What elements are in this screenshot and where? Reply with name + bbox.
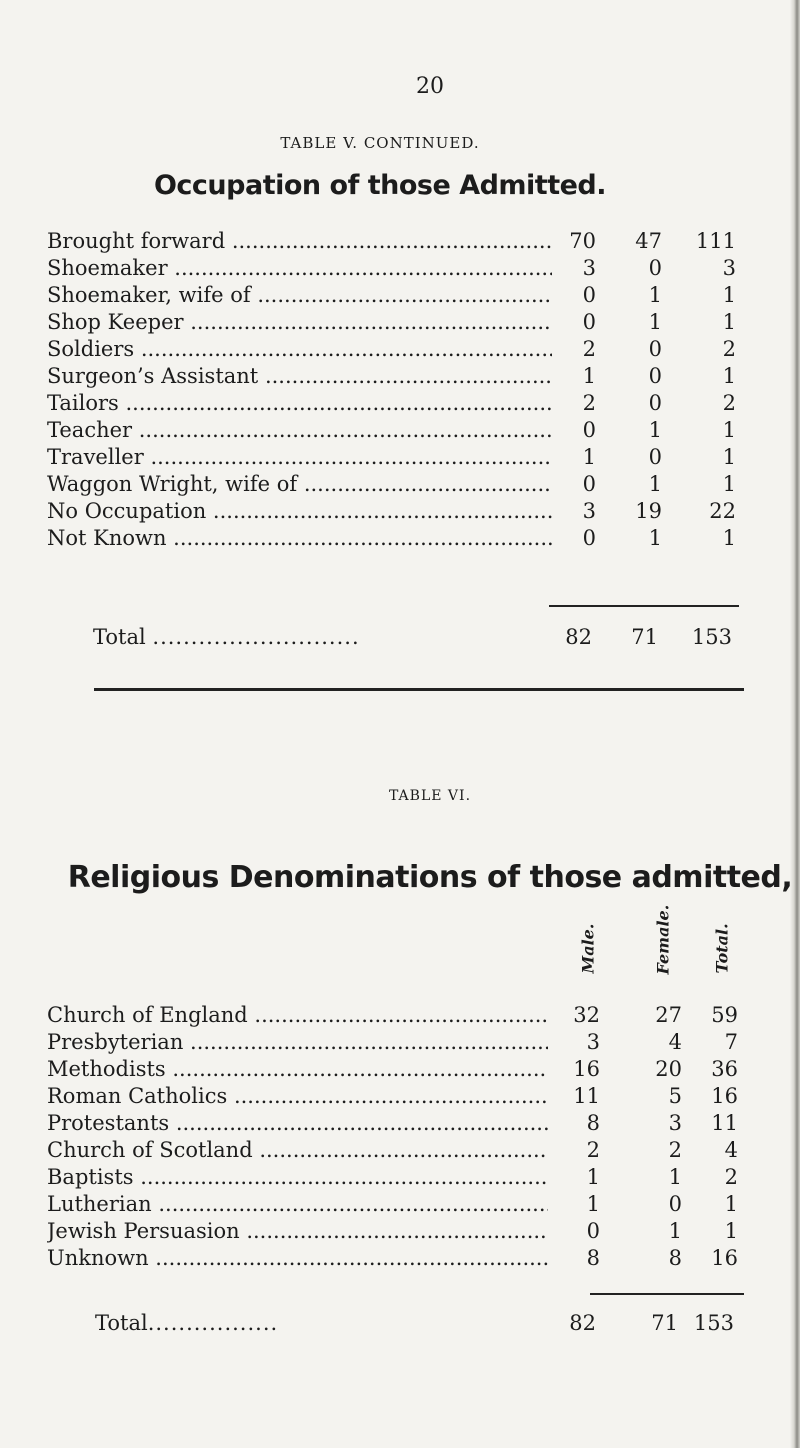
table5-row-female: 19 bbox=[618, 498, 662, 525]
table5-row-male: 0 bbox=[560, 417, 596, 444]
table5-row-label: Traveller ..... bbox=[47, 444, 552, 471]
table5-row-label: Not Known ..... bbox=[47, 525, 552, 552]
table5-row-female: 0 bbox=[618, 255, 662, 282]
table5-row-total: 3 bbox=[688, 255, 736, 282]
table5-row-label: Soldiers ..... bbox=[47, 336, 552, 363]
table5-row-label: Brought forward ..... bbox=[47, 228, 552, 255]
table5-row bbox=[47, 498, 747, 525]
table5-row-male: 1 bbox=[560, 363, 596, 390]
table-separator-rule bbox=[94, 688, 744, 691]
table6-row-total: 4 bbox=[690, 1137, 738, 1164]
table5-row-male: 0 bbox=[560, 282, 596, 309]
table6-row-male: 11 bbox=[556, 1083, 600, 1110]
table6-heading: Religious Denominations of those admitted, bbox=[67, 860, 793, 895]
table6-row bbox=[47, 1029, 747, 1056]
table5-row-male: 0 bbox=[560, 309, 596, 336]
table6-total-row bbox=[0, 1310, 760, 1337]
table5-row-label: Shoemaker, wife of ..... bbox=[47, 282, 552, 309]
table6-row-label: Unknown ..... bbox=[47, 1245, 548, 1272]
table6-row-male: 1 bbox=[556, 1191, 600, 1218]
page-edge bbox=[790, 0, 800, 1448]
table6-row-female: 5 bbox=[638, 1083, 682, 1110]
table6-row-male: 8 bbox=[556, 1245, 600, 1272]
table6-row-total: 59 bbox=[690, 1002, 738, 1029]
table5-caption: TABLE V. CONTINUED. bbox=[280, 134, 480, 152]
table6-row-label: Presbyterian ..... bbox=[47, 1029, 548, 1056]
table6-row bbox=[47, 1164, 747, 1191]
table6-row-male: 0 bbox=[556, 1218, 600, 1245]
table6-row-female: 1 bbox=[638, 1218, 682, 1245]
table5-row-label: Tailors ..... bbox=[47, 390, 552, 417]
table5-row-total: 1 bbox=[688, 363, 736, 390]
table5-total-rule bbox=[549, 605, 739, 607]
table5-row-female: 0 bbox=[618, 363, 662, 390]
table5-row bbox=[47, 255, 747, 282]
table6-body bbox=[47, 1002, 747, 1272]
table6-row bbox=[47, 1056, 747, 1083]
table6-row-female: 8 bbox=[638, 1245, 682, 1272]
table5-row bbox=[47, 309, 747, 336]
table6-row bbox=[47, 1002, 747, 1029]
table5-row-label: Waggon Wright, wife of ..... bbox=[47, 471, 552, 498]
table5-row bbox=[47, 417, 747, 444]
table5-row-male: 2 bbox=[560, 390, 596, 417]
table6-row bbox=[47, 1191, 747, 1218]
table6-row bbox=[47, 1245, 747, 1272]
table5-row-female: 47 bbox=[618, 228, 662, 255]
table5-row-label: Teacher ..... bbox=[47, 417, 552, 444]
table6-row-label: Roman Catholics ..... bbox=[47, 1083, 548, 1110]
table6-row-label: Lutherian ..... bbox=[47, 1191, 548, 1218]
table5-row-total: 2 bbox=[688, 390, 736, 417]
table5-row-label: Shoemaker ..... bbox=[47, 255, 552, 282]
table6-row-total: 1 bbox=[690, 1218, 738, 1245]
table6-total-male: 82 bbox=[569, 1311, 596, 1335]
table5-row-female: 1 bbox=[618, 282, 662, 309]
table6-row-label: Church of England ..... bbox=[47, 1002, 548, 1029]
table5-row-total: 1 bbox=[688, 444, 736, 471]
table6-row-total: 2 bbox=[690, 1164, 738, 1191]
table5-row bbox=[47, 444, 747, 471]
table5-total-female: 71 bbox=[631, 625, 658, 649]
table6-row-male: 32 bbox=[556, 1002, 600, 1029]
table5-row-total: 1 bbox=[688, 525, 736, 552]
table6-row-female: 20 bbox=[638, 1056, 682, 1083]
table6-row-total: 1 bbox=[690, 1191, 738, 1218]
table6-row-male: 3 bbox=[556, 1029, 600, 1056]
table5-row-total: 111 bbox=[688, 228, 736, 255]
table6-total-female: 71 bbox=[651, 1311, 678, 1335]
table5-row-female: 1 bbox=[618, 309, 662, 336]
table6-row bbox=[47, 1083, 747, 1110]
table5-total-male: 82 bbox=[565, 625, 592, 649]
table6-row bbox=[47, 1137, 747, 1164]
table6-row-label: Methodists ..... bbox=[47, 1056, 548, 1083]
table5-body bbox=[47, 228, 747, 552]
table5-row bbox=[47, 282, 747, 309]
table5-row-female: 1 bbox=[618, 525, 662, 552]
table5-row-male: 3 bbox=[560, 255, 596, 282]
table6-header-male: Male. bbox=[578, 923, 598, 974]
table5-row bbox=[47, 363, 747, 390]
table6-header-female: Female. bbox=[653, 904, 673, 975]
table5-row-female: 1 bbox=[618, 417, 662, 444]
table5-total-total: 153 bbox=[691, 625, 732, 649]
table6-row-male: 1 bbox=[556, 1164, 600, 1191]
table5-row bbox=[47, 525, 747, 552]
table5-row bbox=[47, 228, 747, 255]
table5-row-total: 2 bbox=[688, 336, 736, 363]
table5-row-total: 1 bbox=[688, 417, 736, 444]
table6-row-female: 1 bbox=[638, 1164, 682, 1191]
table5-row-label: Surgeon’s Assistant ..... bbox=[47, 363, 552, 390]
table5-total-row bbox=[0, 624, 760, 651]
table6-row-label: Protestants ..... bbox=[47, 1110, 548, 1137]
table5-total-label: Total ........................... bbox=[93, 625, 360, 649]
table5-row-female: 0 bbox=[618, 390, 662, 417]
table6-header-total: Total. bbox=[712, 923, 732, 974]
table6-row-total: 36 bbox=[690, 1056, 738, 1083]
table6-row bbox=[47, 1110, 747, 1137]
table6-row-label: Jewish Persuasion ..... bbox=[47, 1218, 548, 1245]
table5-row-total: 1 bbox=[688, 471, 736, 498]
table5-row-male: 3 bbox=[560, 498, 596, 525]
table6-row-male: 16 bbox=[556, 1056, 600, 1083]
table6-total-total: 153 bbox=[693, 1311, 734, 1335]
table6-row-female: 27 bbox=[638, 1002, 682, 1029]
table6-row-total: 16 bbox=[690, 1245, 738, 1272]
page-number: 20 bbox=[416, 74, 444, 99]
table6-row-female: 4 bbox=[638, 1029, 682, 1056]
table5-row-male: 70 bbox=[560, 228, 596, 255]
table5-row bbox=[47, 336, 747, 363]
table6-total-label: Total................. bbox=[95, 1311, 279, 1335]
table5-row-total: 1 bbox=[688, 309, 736, 336]
table5-row-total: 22 bbox=[688, 498, 736, 525]
table5-row-female: 0 bbox=[618, 336, 662, 363]
table5-row-male: 1 bbox=[560, 444, 596, 471]
table6-caption: TABLE VI. bbox=[388, 788, 472, 804]
table5-heading: Occupation of those Admitted. bbox=[153, 170, 607, 201]
table6-row-female: 3 bbox=[638, 1110, 682, 1137]
table5-row-male: 0 bbox=[560, 525, 596, 552]
table6-row-male: 8 bbox=[556, 1110, 600, 1137]
table5-row bbox=[47, 390, 747, 417]
table5-row-label: Shop Keeper ..... bbox=[47, 309, 552, 336]
table6-row-female: 0 bbox=[638, 1191, 682, 1218]
table6-row-label: Church of Scotland ..... bbox=[47, 1137, 548, 1164]
table6-row-male: 2 bbox=[556, 1137, 600, 1164]
table6-row-female: 2 bbox=[638, 1137, 682, 1164]
table6-row-total: 16 bbox=[690, 1083, 738, 1110]
table5-row-label: No Occupation ..... bbox=[47, 498, 552, 525]
table6-row-total: 7 bbox=[690, 1029, 738, 1056]
table6-row-total: 11 bbox=[690, 1110, 738, 1137]
table5-row-male: 0 bbox=[560, 471, 596, 498]
table5-row-female: 0 bbox=[618, 444, 662, 471]
table5-row-male: 2 bbox=[560, 336, 596, 363]
table5-row-female: 1 bbox=[618, 471, 662, 498]
table6-total-rule bbox=[590, 1293, 744, 1295]
table6-row bbox=[47, 1218, 747, 1245]
table6-row-label: Baptists ..... bbox=[47, 1164, 548, 1191]
table5-row-total: 1 bbox=[688, 282, 736, 309]
table5-row bbox=[47, 471, 747, 498]
